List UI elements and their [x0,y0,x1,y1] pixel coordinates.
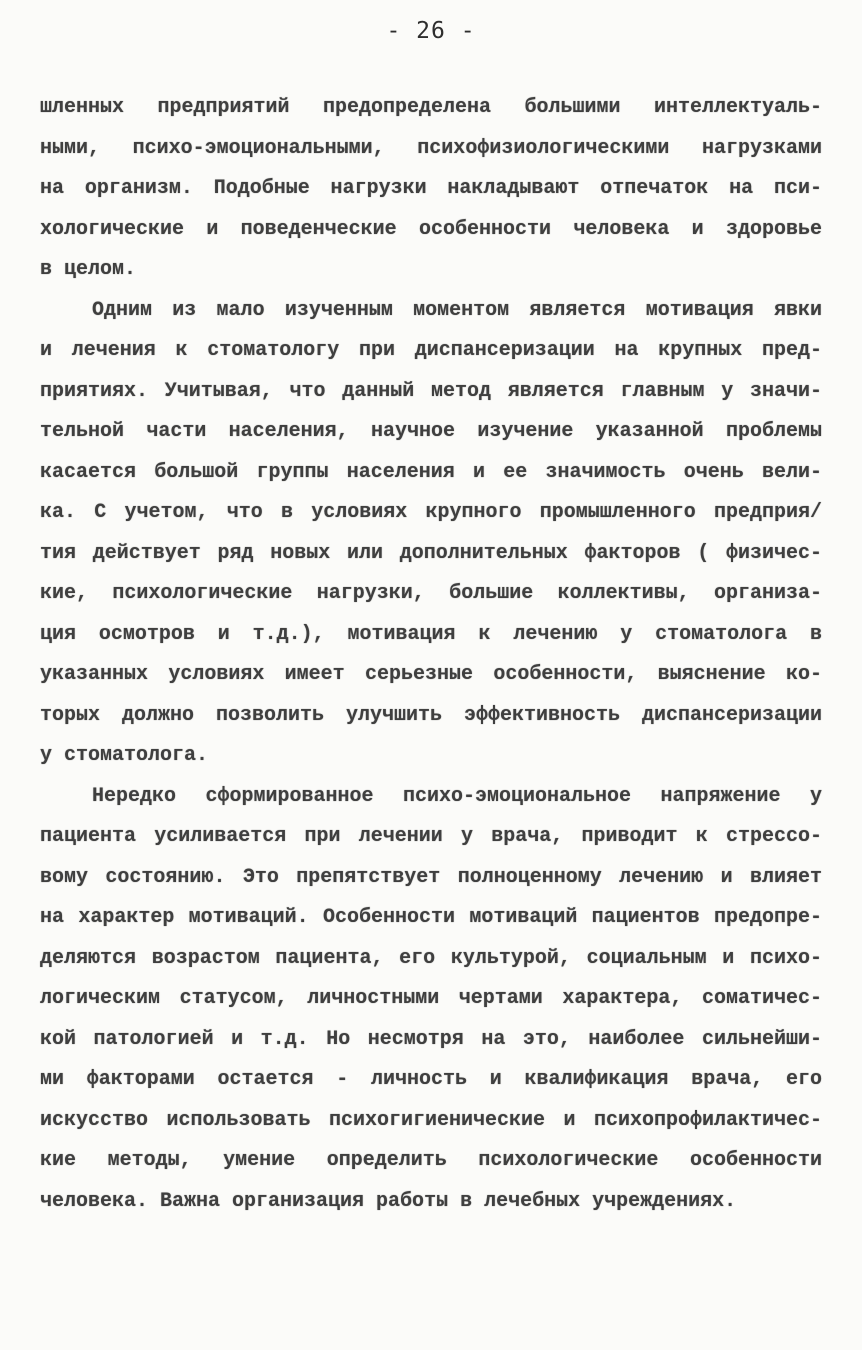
body-text [40,88,822,1222]
text-line: кие методы, умение определить психологические особенности [40,1149,822,1172]
paragraph-1 [40,88,822,291]
text-line: у стоматолога. [40,744,209,767]
text-line: и лечения к стоматологу при диспансеризации на крупных пред- [40,339,822,362]
text-line: ция осмотров и т.д.), мотивация к лечению у стоматолога в [40,622,822,646]
text-line: кой патологией и т.д. Но несмотря на это, наиболее сильнейши- [40,1027,822,1051]
text-line: на характер мотиваций. Особенности мотиваций пациентов предопре- [40,906,822,929]
text-line: хологические и поведенческие особенности человека и здоровье [40,217,822,241]
text-line: вому состоянию. Это препятствует полноценному лечению и влияет [40,865,822,889]
paragraph-2 [40,291,822,777]
text-line: торых должно позволить улучшить эффективность диспансеризации [40,703,822,727]
text-line: деляются возрастом пациента, его культурой, социальным и психо- [40,946,822,970]
text-line: логическим статусом, личностными чертами характера, соматичес- [40,987,822,1010]
text-line: ка. С учетом, что в условиях крупного промышленного предприя/ [40,501,822,524]
text-line: указанных условиях имеет серьезные особенности, выяснение ко- [40,663,822,686]
text-line: человека. Важна организация работы в лечебных учреждениях. [40,1189,737,1213]
page-number: - 26 - [386,18,476,44]
text-line: пациента усиливается при лечении у врача, приводит к стрессо- [40,825,822,848]
text-line: Нередко сформированное психо-эмоциональное напряжение у [92,784,822,808]
text-line: в целом. [40,258,137,281]
text-line: приятиях. Учитывая, что данный метод является главным у значи- [40,379,822,403]
text-line: на организм. Подобные нагрузки накладывают отпечаток на пси- [40,177,822,200]
text-line: тия действует ряд новых или дополнительных факторов ( физичес- [40,541,822,565]
text-line: касается большой группы населения и ее значимость очень вели- [40,460,822,484]
text-line: кие, психологические нагрузки, большие коллективы, организа- [40,582,822,605]
text-line: искусство использовать психогигиенические и психопрофилактичес- [40,1108,822,1132]
text-line: шленных предприятий предопределена большими интеллектуаль- [40,96,822,119]
text-line: тельной части населения, научное изучение указанной проблемы [40,420,822,443]
paragraph-3 [40,777,822,1223]
text-line: ными, психо-эмоциональными, психофизиологическими нагрузками [40,136,822,160]
text-line: Одним из мало изученным моментом является мотивация явки [92,298,822,322]
text-line: ми факторами остается - личность и квалификация врача, его [40,1068,822,1091]
